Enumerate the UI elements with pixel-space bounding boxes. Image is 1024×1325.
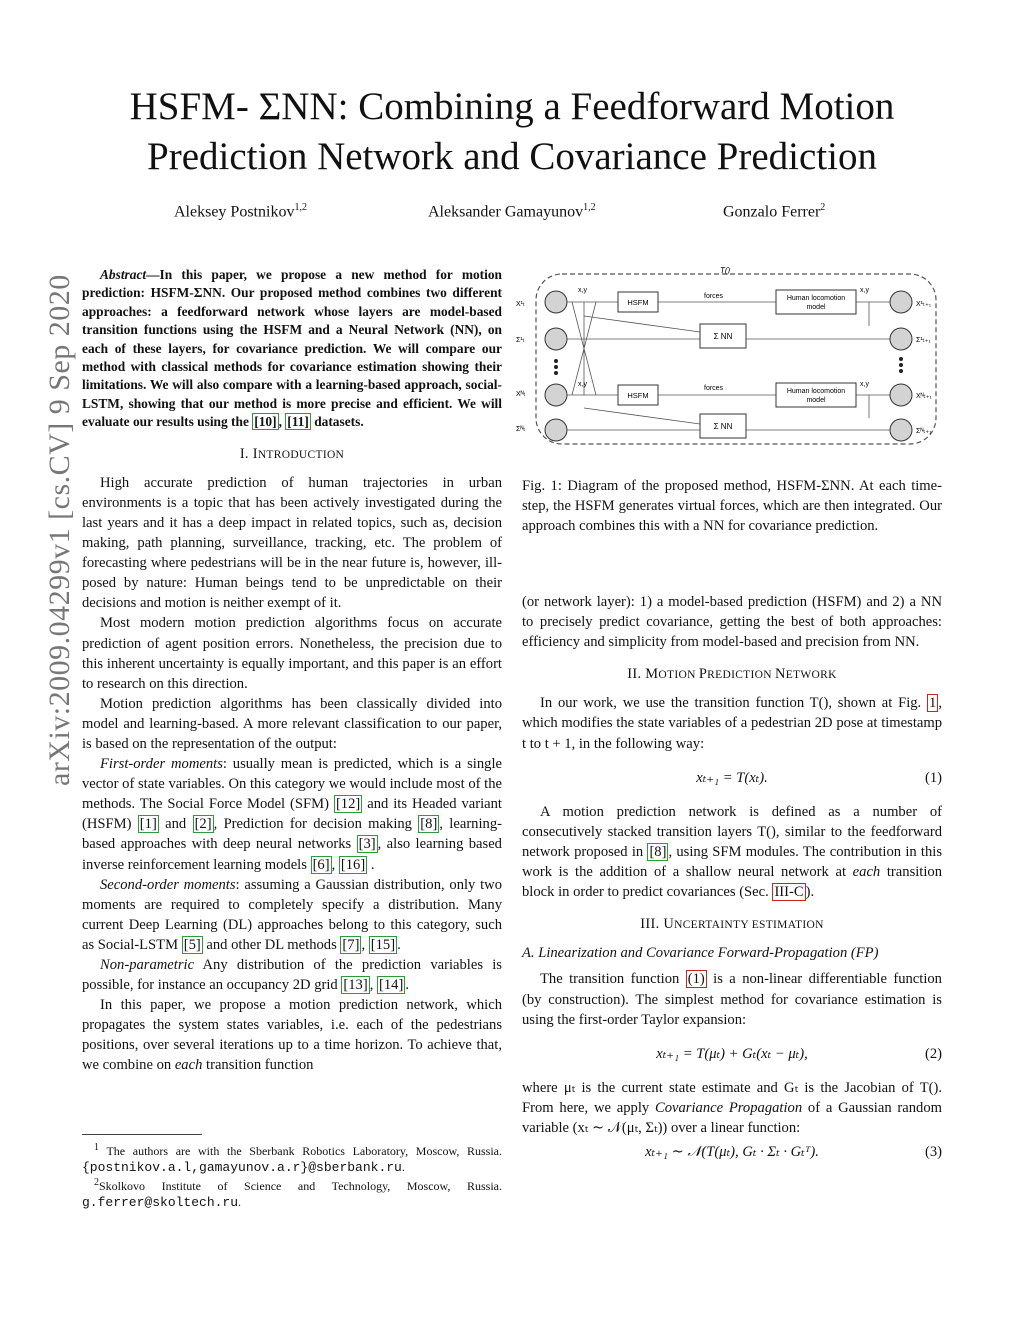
citation-link[interactable]: [13] <box>343 977 368 994</box>
author-3: Gonzalo Ferrer$^2$ <box>723 202 826 221</box>
paragraph: Second-order moments: assuming a Gaussian distribution, only two moments are required to completely specify a distribution. Many current Deep Learning (DL) approaches belong to this category, such as Social-LSTM [5] and other DL methods [7] , [15] . <box>82 876 502 953</box>
output-node-xn <box>890 384 912 406</box>
figure-label-xy: x,y <box>860 287 869 294</box>
email-link[interactable]: {postnikov.a.l,gamayunov.a.r}@sberbank.ru <box>82 1159 402 1175</box>
citation-link[interactable]: [8] <box>649 843 667 860</box>
citation-link[interactable]: [14] <box>379 977 404 994</box>
citation-link[interactable]: [12] <box>335 796 361 813</box>
equation-1: xₜ₊₁ = T(xₜ). (1) <box>696 769 942 786</box>
human-locomotion-label: model <box>806 397 826 404</box>
paragraph: First-order moments: usually mean is predicted, which is a single vector of state variables. On this category we would include most of the methods. The Social Force Model (SFM) [12] and its Headed variant (HSFM) [1] and [2] , Prediction for decision making [8] , learning-based approaches with deep neural networks [3] , also learning based inverse reinforcement learning models [6] , [16] . <box>82 756 502 873</box>
human-locomotion-label: Human locomotion <box>786 388 846 395</box>
ellipsis-dot <box>899 363 903 367</box>
paragraph: Most modern motion prediction algorithms focus on accurate prediction of agent position errors. Nonetheless, the precision due to this inherent uncertainty is equally important, and this paper is an effort to research on this direction. <box>82 615 502 692</box>
figure-label-xy: x,y <box>578 287 587 294</box>
abstract: Abstract—In this paper, we propose a new method for motion prediction: HSFM-ΣNN. Our proposed method combines two different approaches: a feedforward network whose layers are model-based transition functions using the HSFM and a Neural Network (NN), on each of these layers, for covariance prediction. We will compare our method with classical methods for covariance estimation showing their limitations. We will also compare with a learning-based approach, social-LSTM, showing that our method is more precise and efficient. We will evaluate our results using the [10] , [11] datasets. <box>82 267 502 430</box>
paragraph: High accurate prediction of human trajectories in urban environments is a topic that has been actively investigated during the last years and it has a deep impact in related topics, such as, decision making, path planning, surveillance, tracking, etc. The problem of forecasting where pedestrians will be in the near future is, however, ill-posed by nature: Human beings tend to be unpredictable on their decisions and motion is neither exempt of it. <box>82 474 502 612</box>
figure-label-output-xn: Xᴺₜ₊₁ <box>916 393 932 400</box>
output-node-sigman <box>890 419 912 441</box>
figure-label-output-x1: X¹ₜ₊₁ <box>916 301 932 308</box>
footnote-rule <box>82 1134 202 1135</box>
human-locomotion-label: model <box>806 304 826 311</box>
figure-label-output-sigman: Σᴺₜ₊₁ <box>916 428 932 435</box>
input-node-x1 <box>545 291 567 313</box>
figure-label-input-x1: X¹ₜ <box>516 301 526 308</box>
paragraph: (or network layer): 1) a model-based prediction (HSFM) and 2) a NN to precisely predict covariance, getting the best of both approaches: efficiency and simplicity from model-based and precision from NN. <box>522 594 942 651</box>
section-heading-motion-prediction: II. MOTION PREDICTION NETWORK <box>627 666 837 683</box>
footnote-1: $^1$ The authors are with the Sberbank Robotics Laboratory, Moscow, Russia. {postnikov.a.l,gamayunov.a.r}@sberbank.ru. <box>82 1142 502 1175</box>
section-heading-uncertainty: III. UNCERTAINTY ESTIMATION <box>640 916 824 933</box>
figure-label-input-sigma1: Σ¹ₜ <box>516 337 525 344</box>
equation-2: xₜ₊₁ = T(μₜ) + Gₜ(xₜ − μₜ), (2) <box>656 1045 942 1062</box>
hsfm-label: HSFM <box>627 391 649 400</box>
figure-connections <box>567 302 890 430</box>
author-1: Aleksey Postnikov$^{1,2}$ <box>174 202 307 221</box>
paragraph: The transition function (1) is a non-linear differentiable function (by construction). The simplest method for covariance estimation is using the first-order Taylor expansion: <box>522 971 942 1028</box>
sigma-nn-label: Σ NN <box>713 422 733 431</box>
title-line-2: Prediction Network and Covariance Prediction <box>147 135 877 178</box>
citation-link[interactable]: [1] <box>139 816 157 833</box>
email-link[interactable]: g.ferrer@skoltech.ru <box>82 1194 239 1210</box>
section-link[interactable]: III-C <box>774 884 804 901</box>
paragraph: where μₜ is the current state estimate and Gₜ is the Jacobian of T(). From here, we apply Covariance Propagation of a Gaussian random variable (xₜ ∼ 𝒩(μₜ, Σₜ)) over a linear function: <box>522 1079 943 1136</box>
section-heading-introduction: I. INTRODUCTION <box>239 445 345 462</box>
title-line-1: HSFM- ΣNN: Combining a Feedforward Motion <box>129 85 895 128</box>
figure-label-transition: T() <box>720 266 731 275</box>
paper-title <box>60 82 964 182</box>
figure-label-input-sigman: Σᴺₜ <box>516 426 526 433</box>
figure-1-diagram <box>514 266 954 450</box>
footnotes <box>82 1140 502 1210</box>
hsfm-label: HSFM <box>627 298 649 307</box>
ellipsis-dot <box>554 371 558 375</box>
citation-link[interactable]: [3] <box>358 836 376 853</box>
equation-3: xₜ₊₁ ∼ 𝒩(T(μₜ), Gₜ · Σₜ · Gₜᵀ). (3) <box>645 1144 942 1161</box>
forces-label: forces <box>704 385 724 392</box>
citation-link[interactable]: [11] <box>287 414 309 430</box>
citation-link[interactable]: [2] <box>194 816 212 833</box>
author-2: Aleksander Gamayunov$^{1,2}$ <box>428 202 596 221</box>
figure-label-output-sigma1: Σ¹ₜ₊₁ <box>916 337 931 344</box>
citation-link[interactable]: [6] <box>312 856 330 873</box>
left-column <box>82 266 502 1076</box>
output-node-sigma1 <box>890 328 912 350</box>
input-node-sigman <box>545 419 567 441</box>
figure-label-input-xn: Xᴺₜ <box>516 391 526 398</box>
forces-label: forces <box>704 293 724 300</box>
citation-link[interactable]: [7] <box>342 936 360 953</box>
paragraph: In this paper, we propose a motion prediction network, which propagates the system states variables, i.e. each of the pedestrians positions, over several iterations up to a time horizon. To achieve that, we combine on each transition function <box>82 997 502 1074</box>
paragraph: In our work, we use the transition function T(), shown at Fig. 1 , which modifies the state variables of a pedestrian 2D pose at timestamp t to t + 1, in the following way: <box>522 695 942 752</box>
ellipsis-dot <box>554 365 558 369</box>
paragraph: Non-parametric Any distribution of the prediction variables is possible, for instance an occupancy 2D grid [13] , [14] . <box>82 957 502 994</box>
input-node-sigma1 <box>545 328 567 350</box>
figure-link[interactable]: 1 <box>929 695 937 712</box>
figure-caption: Fig. 1: Diagram of the proposed method, HSFM-ΣNN. At each time-step, the HSFM generates virtual forces, which are then integrated. Our approach combines this with a NN for covariance prediction. <box>522 478 942 535</box>
equation-link[interactable]: (1) <box>687 971 705 988</box>
ellipsis-dot <box>554 359 558 363</box>
citation-link[interactable]: [8] <box>420 816 438 833</box>
human-locomotion-label: Human locomotion <box>786 295 846 302</box>
sigma-nn-label: Σ NN <box>713 332 733 341</box>
right-column <box>522 592 942 1176</box>
ellipsis-dot <box>899 369 903 373</box>
ellipsis-dot <box>899 357 903 361</box>
citation-link[interactable]: [16] <box>340 856 366 873</box>
paragraph: A motion prediction network is defined as a number of consecutively stacked transition layers T(), similar to the feedforward network proposed in [8] , using SFM modules. The contribution in this work is the addition of a shallow neural network at each transition block in order to predict covariances (Sec. III-C ). <box>522 803 943 901</box>
citation-link[interactable]: [10] <box>254 414 277 430</box>
citation-link[interactable]: [5] <box>183 936 201 953</box>
arxiv-stamp: arXiv:2009.04299v1 [cs.CV] 9 Sep 2020 <box>43 274 76 786</box>
output-node-x1 <box>890 291 912 313</box>
footnote-2: $^2$Skolkovo Institute of Science and Technology, Moscow, Russia. g.ferrer@skoltech.ru. <box>82 1177 502 1210</box>
citation-link[interactable]: [15] <box>370 936 396 953</box>
input-node-xn <box>545 384 567 406</box>
figure-label-xy: x,y <box>860 381 869 388</box>
figure-label-xy: x,y <box>578 381 587 388</box>
paragraph: Motion prediction algorithms has been classically divided into model and learning-based. A more relevant classification to our paper, is based on the representation of the output: <box>82 695 502 752</box>
subsection-heading: A. Linearization and Covariance Forward-Propagation (FP) <box>522 945 879 962</box>
